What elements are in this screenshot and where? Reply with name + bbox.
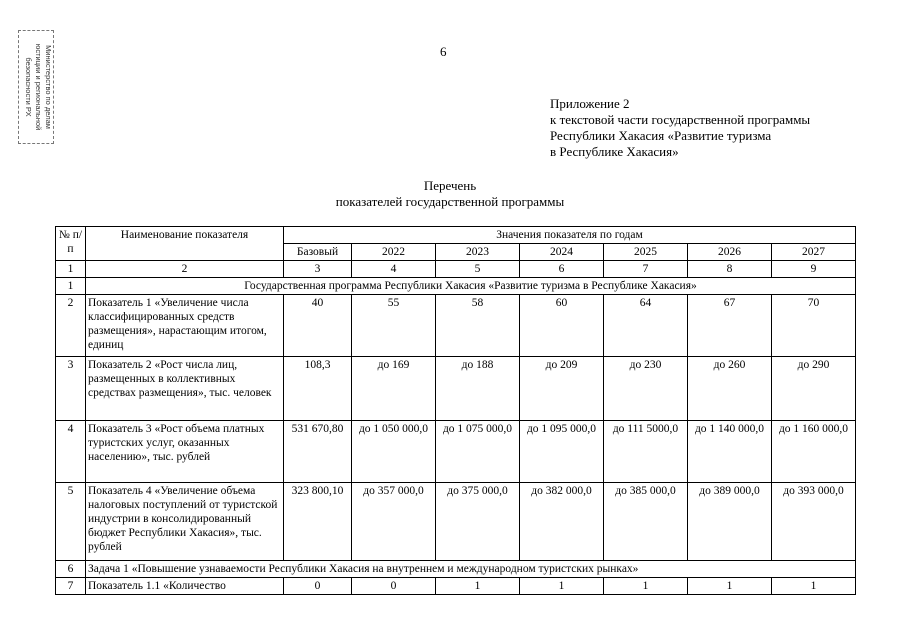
indicator-name: Показатель 3 «Рост объема платных туристских услуг, оказанных населению», тыс. рублей	[86, 421, 284, 483]
header-values-group: Значения показателя по годам	[284, 227, 856, 244]
indicator-value: до 230	[604, 357, 688, 421]
indicator-name: Показатель 1 «Увеличение числа классифицированных средств размещения», нарастающим итогом, единиц	[86, 295, 284, 357]
stamp-text: Министерство по делам юстиции и региональной безопасности РХ	[24, 43, 53, 131]
task-row	[56, 561, 856, 578]
indicator-row	[56, 357, 856, 421]
indicator-row	[56, 295, 856, 357]
column-number-row	[56, 261, 856, 278]
column-number: 6	[520, 261, 604, 278]
column-number: 2	[86, 261, 284, 278]
indicator-name: Показатель 4 «Увеличение объема налоговых поступлений от туристской индустрии в консолидированный бюджет Республики Хакасия», тыс. рублей	[86, 483, 284, 561]
header-year: 2023	[436, 244, 520, 261]
header-year: 2027	[772, 244, 856, 261]
column-number: 1	[56, 261, 86, 278]
indicator-value: до 209	[520, 357, 604, 421]
indicator-value: до 188	[436, 357, 520, 421]
indicator-value: 40	[284, 295, 352, 357]
indicator-value: до 357 000,0	[352, 483, 436, 561]
indicator-value: до 1 095 000,0	[520, 421, 604, 483]
column-number: 7	[604, 261, 688, 278]
header-name: Наименование показателя	[86, 227, 284, 261]
indicators-table	[55, 226, 856, 595]
indicator-value: до 385 000,0	[604, 483, 688, 561]
indicator-value: 1	[688, 578, 772, 595]
indicator-value: 531 670,80	[284, 421, 352, 483]
indicator-value: до 111 5000,0	[604, 421, 688, 483]
indicator-value: 64	[604, 295, 688, 357]
row-num: 3	[56, 357, 86, 421]
indicator-value: до 1 160 000,0	[772, 421, 856, 483]
indicator-value: до 169	[352, 357, 436, 421]
indicator-value: 1	[436, 578, 520, 595]
indicator-value: до 1 140 000,0	[688, 421, 772, 483]
indicator-value: 1	[772, 578, 856, 595]
indicator-value: 1	[604, 578, 688, 595]
indicator-row	[56, 483, 856, 561]
header-year: Базовый	[284, 244, 352, 261]
indicator-value: 323 800,10	[284, 483, 352, 561]
indicator-value: 108,3	[284, 357, 352, 421]
row-num: 2	[56, 295, 86, 357]
indicator-value: 58	[436, 295, 520, 357]
column-number: 5	[436, 261, 520, 278]
column-number: 3	[284, 261, 352, 278]
indicator-value: 1	[520, 578, 604, 595]
indicator-row	[56, 578, 856, 595]
column-number: 4	[352, 261, 436, 278]
indicator-value: 0	[352, 578, 436, 595]
row-num: 6	[56, 561, 86, 578]
appendix-heading: Приложение 2 к текстовой части государственной программы Республики Хакасия «Развитие туризма в Республике Хакасия»	[550, 96, 811, 159]
section-title: Государственная программа Республики Хакасия «Развитие туризма в Республике Хакасия»	[86, 278, 856, 295]
indicator-value: до 260	[688, 357, 772, 421]
indicator-row	[56, 421, 856, 483]
indicator-value: до 290	[772, 357, 856, 421]
row-num: 7	[56, 578, 86, 595]
header-num: № п/п	[56, 227, 86, 261]
page-number: 6	[440, 44, 447, 59]
indicator-value: до 393 000,0	[772, 483, 856, 561]
column-number: 8	[688, 261, 772, 278]
indicator-value: до 1 050 000,0	[352, 421, 436, 483]
indicator-value: до 375 000,0	[436, 483, 520, 561]
column-number: 9	[772, 261, 856, 278]
indicator-name: Показатель 1.1 «Количество	[86, 578, 284, 595]
row-num: 5	[56, 483, 86, 561]
row-num: 1	[56, 278, 86, 295]
document-title: Перечень показателей государственной программы	[335, 178, 565, 209]
header-year: 2024	[520, 244, 604, 261]
task-title: Задача 1 «Повышение узнаваемости Республики Хакасия на внутреннем и международном туристских рынках»	[86, 561, 856, 578]
indicator-value: до 1 075 000,0	[436, 421, 520, 483]
indicator-value: до 389 000,0	[688, 483, 772, 561]
indicator-name: Показатель 2 «Рост числа лиц, размещенных в коллективных средствах размещения», тыс. человек	[86, 357, 284, 421]
header-year: 2022	[352, 244, 436, 261]
row-num: 4	[56, 421, 86, 483]
header-year: 2025	[604, 244, 688, 261]
indicator-value: 60	[520, 295, 604, 357]
indicator-value: 67	[688, 295, 772, 357]
registration-stamp	[18, 30, 54, 144]
indicator-value: 70	[772, 295, 856, 357]
header-year: 2026	[688, 244, 772, 261]
indicator-value: до 382 000,0	[520, 483, 604, 561]
header-row-1	[56, 227, 856, 244]
indicator-value: 55	[352, 295, 436, 357]
indicator-value: 0	[284, 578, 352, 595]
section-row	[56, 278, 856, 295]
